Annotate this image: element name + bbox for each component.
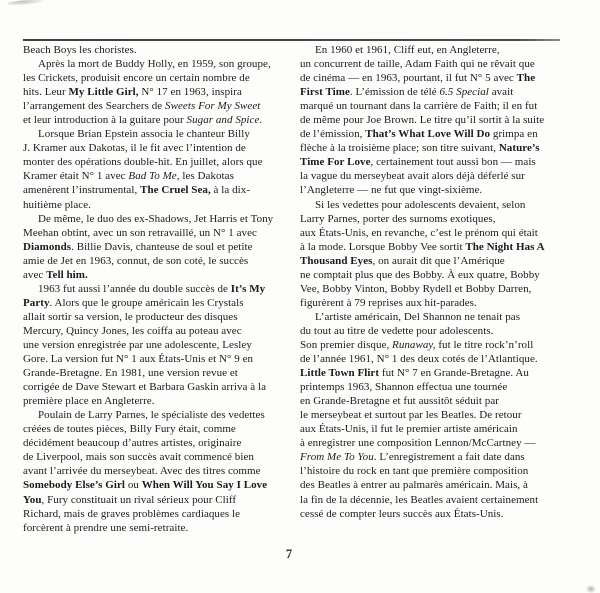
paragraph [23, 408, 300, 534]
body-text: Kramer était N° 1 avec [23, 170, 129, 183]
body-text: L’artiste américain, Del Shannon ne tenait pas [315, 310, 521, 323]
paragraph [300, 43, 579, 198]
body-text: , certainement tout aussi bon — mais [370, 156, 536, 169]
right-column [300, 43, 579, 535]
body-text: aux États-Unis, en revanche, c’est le prénom qui était [300, 226, 538, 239]
text-line [300, 268, 579, 282]
body-text: de l’émission, [300, 128, 366, 141]
body-text: et leur introduction à la guitare pour [23, 114, 187, 127]
body-text: créées de toutes pièces, Billy Fury était, comme [23, 423, 236, 436]
paragraph [23, 282, 300, 408]
text-line [23, 198, 300, 212]
text-line [23, 226, 300, 240]
body-text: de Liverpool, mais son succès avait commencé bien [23, 451, 254, 464]
bold-song-title-text: When Will You Say I Love [141, 479, 268, 492]
text-line [23, 71, 300, 85]
body-text: monter des opérations double-hit. En juillet, alors que [23, 156, 263, 169]
body-text: flèche à la troisième place; son titre suivant, [300, 142, 499, 155]
body-text: l’histoire du rock en tant que première composition [300, 465, 529, 478]
body-text: En 1960 et 1961, Cliff eut, en Angleterre, [315, 44, 500, 56]
body-text: l’arrangement des Searchers de [23, 100, 166, 113]
text-line [23, 212, 300, 226]
text-line [300, 436, 579, 450]
scan-artifact-bottom-right [586, 585, 596, 593]
paragraph [23, 127, 300, 211]
bold-song-title-text: Nature’s [498, 142, 540, 155]
bold-song-title-text: Party [23, 296, 50, 309]
body-text: à la mode. Lorsque Bobby Vee sortit [300, 240, 466, 253]
text-line [300, 85, 579, 99]
bold-song-title-text: Somebody Else’s Girl [23, 479, 126, 492]
body-text: . Billie Davis, chanteuse de soul et petite [71, 240, 253, 253]
body-text: Vee, Bobby Vinton, Bobby Rydell et Bobby Darren, [300, 282, 532, 295]
text-line [23, 394, 300, 408]
bold-song-title-text: You [23, 493, 42, 506]
body-text: les Crickets, produisit encore un certain nombre de [23, 72, 250, 85]
body-text: à la dix- [210, 184, 251, 197]
bold-song-title-text: The Night Has A [465, 240, 545, 253]
body-text: à enregistrer une composition Lennon/McCartney — [300, 437, 536, 450]
text-line [300, 198, 579, 212]
text-line [300, 464, 579, 478]
text-line [300, 43, 579, 57]
text-line [300, 240, 579, 254]
body-text: cessé de compter leurs succès aux États-Unis. [300, 507, 504, 520]
body-text: Grande-Bretagne. En 1981, une version revue et [23, 367, 238, 380]
body-text: , les Dakotas [176, 170, 234, 183]
body-text: N° 17 en 1963, inspira [138, 86, 242, 99]
body-text: fut le titre rock’n’roll [435, 338, 534, 351]
paragraph [23, 57, 300, 127]
body-text: allait sortir sa version, le producteur des disques [23, 310, 238, 323]
text-line [23, 155, 300, 169]
text-line [23, 85, 300, 99]
body-text: le merseybeat et surtout par les Beatles. De retour [300, 409, 522, 422]
italic-song-title-text: 6.5 Special [439, 86, 489, 99]
text-line [300, 507, 579, 521]
text-line [23, 366, 300, 380]
body-text: ou [125, 479, 142, 492]
text-line [23, 493, 300, 507]
text-line [300, 296, 579, 310]
text-line [23, 422, 300, 436]
text-line [300, 113, 579, 127]
text-line [300, 450, 579, 464]
body-text: décidément beaucoup d’autres artistes, originaire [23, 437, 242, 450]
italic-song-title-text: Runaway, [392, 338, 436, 351]
italic-song-title-text: Bad To Me [128, 170, 177, 183]
body-text: Son premier disque, [300, 338, 393, 351]
text-line [300, 282, 579, 296]
text-line [300, 310, 579, 324]
text-line [23, 450, 300, 464]
text-line [23, 408, 300, 422]
text-line [300, 226, 579, 240]
body-text: . Alors que le groupe américain les Crystals [49, 296, 244, 309]
paragraph [23, 212, 300, 282]
text-line [300, 408, 579, 422]
body-text: avant l’arrivée du merseybeat. Avec des titres comme [23, 465, 261, 478]
text-line [23, 352, 300, 366]
text-line [23, 436, 300, 450]
text-line [300, 254, 579, 268]
text-line [23, 183, 300, 197]
bold-song-title-text: It’s My [230, 282, 266, 295]
body-text: amie de Jet en 1963, connut, de son coté, le succès [23, 254, 249, 267]
body-text: Larry Parnes, porter des surnoms exotiques, [300, 212, 496, 225]
body-text: 1963 fut aussi l’année du double succès de [38, 282, 231, 295]
body-text: ne comptait plus que des Bobby. À eux quatre, Bobby [300, 268, 540, 281]
text-line [300, 169, 579, 183]
body-text: . L’émission de télé [349, 86, 440, 99]
body-text: la fin de la décennie, les Beatles avaient certainement [300, 493, 539, 506]
body-text: . [259, 114, 263, 127]
text-line [300, 127, 579, 141]
text-line [23, 310, 300, 324]
body-text: la vague du merseybeat avait alors déjà déferlé sur [300, 170, 525, 183]
text-line [23, 127, 300, 141]
text-line [23, 240, 300, 254]
bold-song-title-text: My Little Girl, [68, 86, 139, 99]
text-line [300, 338, 579, 352]
text-line [23, 254, 300, 268]
text-line [300, 493, 579, 507]
bold-song-title-text: Diamonds [23, 240, 72, 253]
text-line [23, 113, 300, 127]
body-text: figurèrent à 79 reprises aux hit-parades. [300, 296, 477, 309]
italic-song-title-text: Sugar and Spice [186, 114, 260, 127]
body-text: forcèrent à prendre une semi-retraite. [23, 521, 189, 534]
body-text: Après la mort de Buddy Holly, en 1959, son groupe, [38, 58, 271, 71]
text-line [300, 324, 579, 338]
bold-song-title-text: The Cruel Sea, [140, 184, 211, 197]
text-line [300, 478, 579, 492]
text-line [300, 71, 579, 85]
text-line [300, 380, 579, 394]
text-line [23, 338, 300, 352]
text-line [23, 282, 300, 296]
bold-song-title-text: First Time [300, 86, 350, 99]
text-line [300, 212, 579, 226]
body-text: Richard, mais de graves problèmes cardiaques le [23, 507, 241, 520]
text-columns [23, 43, 579, 535]
italic-song-title-text: From Me To You [300, 451, 374, 464]
bold-song-title-text: Time For Love [300, 156, 371, 169]
body-text: un concurrent de taille, Adam Faith qui ne rêvait que [300, 58, 535, 71]
text-line [23, 169, 300, 183]
text-line [23, 57, 300, 71]
body-text: avec [23, 268, 47, 281]
italic-song-title-text: Sweets For My Sweet [165, 100, 261, 113]
text-line [300, 57, 579, 71]
body-text: de même pour Joe Brown. Le titre qu’il sortit à la suite [300, 114, 545, 127]
body-text: corrigée de Dave Stewart et Barbara Gaskin arriva à la [23, 381, 267, 394]
body-text: fut N° 7 en Grande-Bretagne. Au [379, 367, 529, 380]
text-line [23, 380, 300, 394]
body-text: Beach Boys les choristes. [23, 44, 137, 56]
body-text: grimpa en [490, 128, 538, 141]
text-line [23, 521, 300, 535]
body-text: J. Kramer aux Dakotas, il le fit avec l’intention de [23, 142, 246, 155]
text-line [300, 352, 579, 366]
text-line [23, 478, 300, 492]
header-rule [23, 39, 560, 41]
text-line [23, 268, 300, 282]
body-text: . L’enregistrement a fait date dans [373, 451, 525, 464]
body-text: Gore. La version fut N° 1 aux États-Unis et N° 9 en [23, 353, 254, 366]
text-line [300, 422, 579, 436]
bold-song-title-text: The [516, 72, 536, 85]
body-text: , Fury constituait un rival sérieux pour Cliff [41, 493, 237, 506]
body-text: une version enregistrée par une adolescente, Lesley [23, 338, 252, 351]
body-text: Lorsque Brian Epstein associa le chanteur Billy [38, 128, 250, 141]
body-text: avait [488, 86, 514, 99]
bold-song-title-text: Little Town Flirt [300, 367, 380, 380]
bold-song-title-text: That’s What Love Will Do [365, 128, 491, 141]
text-line [23, 99, 300, 113]
body-text: marqué un tournant dans la carrière de Faith; il en fut [300, 100, 538, 113]
body-text: Mercury, Quincy Jones, les coiffa au poteau avec [23, 324, 242, 337]
text-line [23, 296, 300, 310]
body-text: , on aurait dit que l’Amérique [372, 254, 505, 267]
paragraph [23, 43, 300, 57]
body-text: Si les vedettes pour adolescents devaient, selon [315, 198, 526, 211]
text-line [300, 394, 579, 408]
text-line [300, 141, 579, 155]
body-text: première place en Angleterre. [23, 395, 155, 408]
body-text: hits. Leur [23, 86, 69, 99]
body-text: de l’année 1961, N° 1 des deux cotés de l’Atlantique. [300, 353, 538, 366]
body-text: aux États-Unis, il fut le premier artiste américain [300, 423, 518, 436]
page-number: 7 [285, 547, 293, 561]
body-text: huitième place. [23, 198, 91, 211]
body-text: Poulain de Larry Parnes, le spécialiste des vedettes [38, 409, 265, 422]
text-line [23, 43, 300, 57]
body-text: des Beatles à entrer au palmarès américain. Mais, à [300, 479, 528, 492]
body-text: Meehan obtint, avec un son retravaillé, un N° 1 avec [23, 226, 257, 239]
text-line [23, 141, 300, 155]
left-column [23, 43, 300, 535]
body-text: en Grande-Bretagne et fut aussitôt séduit par [300, 395, 499, 408]
body-text: printemps 1963, Shannon effectua une tournée [300, 381, 508, 394]
text-line [300, 366, 579, 380]
body-text: du tout au titre de vedette pour adolescents. [300, 324, 494, 337]
scan-artifact-top-left [7, 0, 45, 6]
text-line [23, 507, 300, 521]
paragraph [300, 310, 579, 521]
body-text: de cinéma — en 1963, pourtant, il fut N° 5 avec [300, 72, 517, 85]
text-line [300, 183, 579, 197]
bold-song-title-text: Thousand Eyes [300, 254, 373, 267]
body-text: De même, le duo des ex-Shadows, Jet Harris et Tony [38, 212, 274, 225]
paragraph [300, 198, 579, 310]
body-text: l’Angleterre — ne fut que vingt-sixième. [300, 184, 483, 197]
body-text: amenèrent l’instrumental, [23, 184, 141, 197]
text-line [300, 99, 579, 113]
text-line [300, 155, 579, 169]
text-line [23, 464, 300, 478]
bold-song-title-text: Tell him. [46, 268, 88, 281]
text-line [23, 324, 300, 338]
